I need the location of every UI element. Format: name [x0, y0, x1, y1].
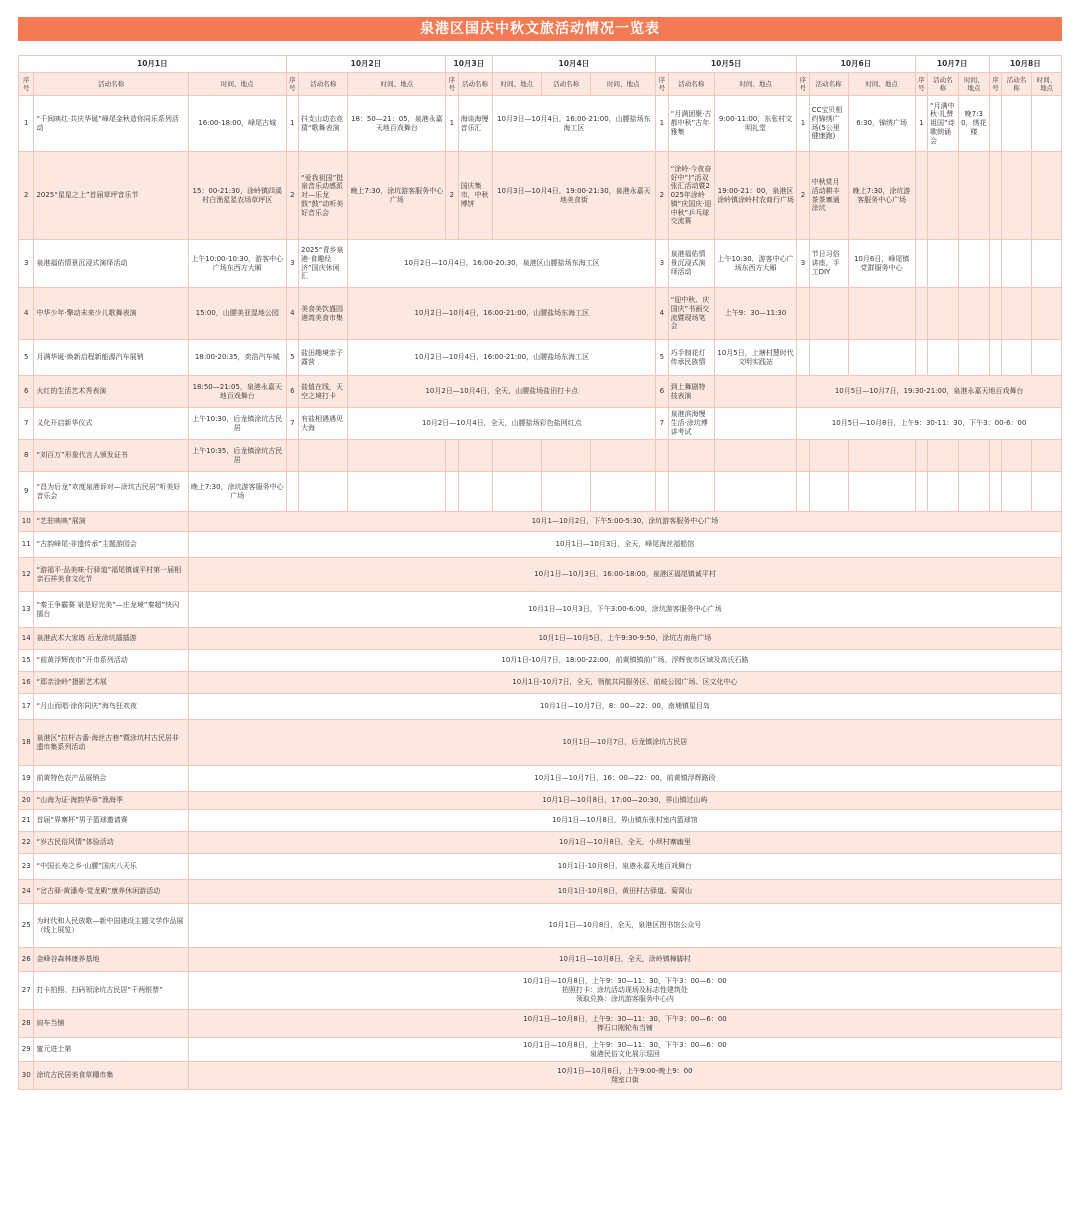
column-header: 活动名称	[458, 73, 492, 96]
table-cell	[1031, 340, 1061, 376]
table-row	[19, 288, 1062, 340]
activity-name: 泉港福佑情景沉浸式演绎活动	[34, 240, 188, 288]
row-seq	[915, 440, 927, 472]
table-row	[19, 792, 1062, 810]
row-seq: 11	[19, 532, 34, 558]
row-seq: 4	[656, 288, 668, 340]
row-seq: 13	[19, 592, 34, 628]
table-cell	[989, 440, 1001, 472]
row-seq: 16	[19, 672, 34, 694]
time-location: 18：50—21：05，泉港永嘉天地百戏舞台	[348, 96, 446, 152]
time-location: 上午9：30—11:30	[714, 288, 796, 340]
row-seq: 7	[286, 408, 298, 440]
activity-name: 蜜元进士第	[34, 1038, 188, 1062]
activity-name: “迎中秋、庆国庆”书画交流暨现场笔会	[668, 288, 714, 340]
activity-name: 首届“界寨杯”男子篮球邀请赛	[34, 810, 188, 832]
activity-name	[809, 340, 848, 376]
column-header: 活动名称	[1002, 73, 1032, 96]
activity-name	[927, 472, 958, 512]
table-cell	[541, 440, 590, 472]
table-cell	[492, 440, 541, 472]
activity-name	[809, 472, 848, 512]
activity-name: “中国长寿之乡·山腰”国庆八天乐	[34, 854, 188, 880]
table-cell	[989, 472, 1001, 512]
row-seq: 5	[19, 340, 34, 376]
time-location: 晚上7:30，涂坑游客服务中心广场	[848, 152, 915, 240]
activity-name	[927, 152, 958, 240]
table-cell	[1002, 288, 1032, 340]
table-cell	[1031, 152, 1061, 240]
column-header: 时间、地点	[714, 73, 796, 96]
date-header: 10月5日	[656, 56, 797, 73]
row-seq: 6	[19, 376, 34, 408]
activity-name: 前黄特色农产品展销会	[34, 766, 188, 792]
row-seq: 1	[286, 96, 298, 152]
time-location: 10月1日—10月3日，全天，峰尾海丝福船馆	[188, 532, 1061, 558]
activity-name: 海谈海慢音乐汇	[458, 96, 492, 152]
row-seq: 2	[286, 152, 298, 240]
row-seq	[915, 288, 927, 340]
time-location: 10月1日—10月5日，上午9:30-9:50，涂坑古南角广场	[188, 628, 1061, 650]
activity-name: 为时代和人民放歌—新中国建设主题文学作品展（线上展览）	[34, 904, 188, 948]
activity-name: 中华少年·擎动未来少儿歌舞表演	[34, 288, 188, 340]
row-seq: 1	[656, 96, 668, 152]
row-seq	[915, 340, 927, 376]
row-seq	[446, 440, 458, 472]
row-seq: 10	[19, 512, 34, 532]
time-location	[714, 440, 796, 472]
row-seq	[656, 472, 668, 512]
time-location: 10月1日—10月7日，后龙镇涂坑古民居	[188, 720, 1061, 766]
activity-name	[668, 440, 714, 472]
time-location: 10月1日—10月8日，全天，泉港区图书馆公众号	[188, 904, 1061, 948]
time-location	[958, 472, 989, 512]
time-location	[714, 408, 796, 440]
activity-name	[927, 340, 958, 376]
time-location: 10月2日—10月4日，16:00-21:00，山腰盐场东海工区	[348, 288, 656, 340]
activity-name	[809, 288, 848, 340]
row-seq	[915, 152, 927, 240]
table-row	[19, 694, 1062, 720]
time-location: 10月1日—10月8日，全天，小坝村寨幽里	[188, 832, 1061, 854]
table-cell	[1002, 152, 1032, 240]
activity-name: “岔古驿·黄潘寿·觉龙殿”康养休闲游活动	[34, 880, 188, 904]
row-seq: 14	[19, 628, 34, 650]
row-seq: 3	[797, 240, 809, 288]
row-seq: 2	[446, 152, 458, 240]
column-header: 活动名称	[927, 73, 958, 96]
table-row	[19, 672, 1062, 694]
activity-name: 抖支山动态竞猜“歌舞表演	[299, 96, 348, 152]
table-cell	[1002, 240, 1032, 288]
table-row	[19, 880, 1062, 904]
row-seq: 29	[19, 1038, 34, 1062]
table-cell	[591, 472, 656, 512]
row-seq	[915, 240, 927, 288]
activity-name	[927, 288, 958, 340]
table-cell	[989, 340, 1001, 376]
activity-name: “千间映红·共庆华诞”峰尾金秋造你同乐系列活动	[34, 96, 188, 152]
row-seq: 28	[19, 1010, 34, 1038]
table-row	[19, 376, 1062, 408]
time-location: 10月1日—10月3日，16:00-18:00，泉港区福尾镇诚平村	[188, 558, 1061, 592]
column-header: 活动名称	[541, 73, 590, 96]
row-seq	[286, 472, 298, 512]
time-location	[714, 472, 796, 512]
time-location: 上午10:00-10:30，游客中心广场东西方大厢	[188, 240, 286, 288]
column-header: 序号	[989, 73, 1001, 96]
time-location: 19:00-21：00，泉港区涂岭镇涂岭村农商行广场	[714, 152, 796, 240]
time-location: 10月2日—10月4日，16:00-21:00，山腰盐场东海工区	[348, 340, 656, 376]
time-location: 10月2日—10月4日，全天，山腰盐场彩色盐网红点	[348, 408, 656, 440]
activity-name	[927, 440, 958, 472]
activity-name: “涂岭·今夜奋好中”)”活双张汇活动暨2025年涂岭镇“庆国庆·迎中秋”乒乓球交流赛	[668, 152, 714, 240]
activity-name: “岁古民俗风情”体验活动	[34, 832, 188, 854]
time-location: 10月5日，上塘村慧时代文明实践站	[714, 340, 796, 376]
time-location: 10月1日-10月8日，黄田村古驿道、菊窝山	[188, 880, 1061, 904]
activity-name: 美食美饮盛园港湾美食市集	[299, 288, 348, 340]
column-header: 活动名称	[668, 73, 714, 96]
time-location: 10月1日—10月8日，上午9：30—11：30，下午3：00—6：00 拍照打卡：涂坑活动现场及标志性建筑处 领取兑换：涂坑游客服务中心内	[188, 972, 1061, 1010]
activity-name: “山海为证·海韵华章”渔海季	[34, 792, 188, 810]
time-location	[958, 240, 989, 288]
time-location	[348, 472, 446, 512]
table-row	[19, 592, 1062, 628]
time-location: 10月5日—10月8日，上午9：30-11：30，下午3：00-6：00	[797, 408, 1062, 440]
date-header: 10月2日	[286, 56, 446, 73]
time-location: 晚7:30，绣花楼	[958, 96, 989, 152]
table-row	[19, 472, 1062, 512]
time-location: 10月1日-10月8日，泉港永嘉天地百戏舞台	[188, 854, 1061, 880]
row-seq: 7	[656, 408, 668, 440]
activity-name: “艺驻映映”展演	[34, 512, 188, 532]
row-seq: 6	[286, 376, 298, 408]
time-location: 10月1日—10月8日，上午9:00-晚上9：00 翔室口街	[188, 1062, 1061, 1090]
table-row	[19, 512, 1062, 532]
time-location: 15:00，山腰美亚湿地公园	[188, 288, 286, 340]
table-cell	[1031, 240, 1061, 288]
activity-name	[299, 472, 348, 512]
row-seq: 8	[19, 440, 34, 472]
table-cell	[1031, 440, 1061, 472]
time-location: 10月3日—10月4日，19:00-21:30，泉港永嘉天地美食街	[492, 152, 656, 240]
column-header: 序号	[656, 73, 668, 96]
activity-name: “游福平·品美味·行驿道”福尾镇诚平村第一届相亲石祥美食文化节	[34, 558, 188, 592]
time-location: 10月1日—10月3日，下午3:00-6:00，涂坑游客服务中心广场	[188, 592, 1061, 628]
row-seq: 17	[19, 694, 34, 720]
column-header: 时间、地点	[492, 73, 541, 96]
activity-name: 肩车当铺	[34, 1010, 188, 1038]
table-row	[19, 152, 1062, 240]
row-seq: 22	[19, 832, 34, 854]
time-location: 10月2日—10月4日，16:00-20:30，泉港区山腰盐场东海工区	[348, 240, 656, 288]
table-cell	[1002, 440, 1032, 472]
activity-name: “爱我祖国”挺泉音乐动感派对—乐龙鼓“鼓”动听美好音乐会	[299, 152, 348, 240]
row-seq: 6	[656, 376, 668, 408]
activity-name: 国庆集市，中秋博饼	[458, 152, 492, 240]
row-seq: 3	[656, 240, 668, 288]
time-location: 10月1日—10月7日，8：00—22：00，南埔镇星目岛	[188, 694, 1061, 720]
time-location: 10月1日—10月8日，界山镇东张村室内篮球馆	[188, 810, 1061, 832]
activity-name	[809, 440, 848, 472]
activity-name: 巧手制花灯传承民族情	[668, 340, 714, 376]
row-seq: 15	[19, 650, 34, 672]
date-header: 10月4日	[492, 56, 656, 73]
column-header: 序号	[915, 73, 927, 96]
row-seq: 1	[915, 96, 927, 152]
row-seq	[446, 472, 458, 512]
table-cell	[1031, 96, 1061, 152]
activity-name	[458, 472, 492, 512]
row-seq	[286, 440, 298, 472]
row-seq	[797, 440, 809, 472]
activity-name: “月满中秋·礼赞祖国”诗歌朗诵会	[927, 96, 958, 152]
row-seq	[797, 340, 809, 376]
time-location: 10月3日—10月4日，16:00-21:00，山腰盐场东海工区	[492, 96, 656, 152]
column-header: 序号	[446, 73, 458, 96]
column-header-row	[19, 73, 1062, 96]
row-seq: 3	[19, 240, 34, 288]
table-cell	[989, 240, 1001, 288]
time-location: 上午10:30，后龙镇涂坑古民居	[188, 408, 286, 440]
column-header: 时间、地点	[188, 73, 286, 96]
activity-name: 涂坑古民居美食草棚市集	[34, 1062, 188, 1090]
time-location	[348, 440, 446, 472]
time-location	[848, 440, 915, 472]
table-row	[19, 766, 1062, 792]
activity-name: 泉港福佑情景沉浸式演绎活动	[668, 240, 714, 288]
time-location: 10月1日—10月7日，16：00—22：00，前黄镇浮辉路段	[188, 766, 1061, 792]
time-location	[958, 288, 989, 340]
row-seq: 2	[656, 152, 668, 240]
time-location: 18:50—21:05，泉港永嘉天地百戏舞台	[188, 376, 286, 408]
row-seq	[656, 440, 668, 472]
activity-name: 泉港区“拉杆吉番·海丝古巷”暨涂坑村古民居非遗市集系列活动	[34, 720, 188, 766]
row-seq: 24	[19, 880, 34, 904]
time-location	[958, 152, 989, 240]
row-seq: 12	[19, 558, 34, 592]
row-seq	[915, 472, 927, 512]
table-cell	[1002, 340, 1032, 376]
table-row	[19, 240, 1062, 288]
time-location: 10月1日—10月8日，上午9：30—11：30，下午3：00—6：00 捧石口刚轮布当铺	[188, 1010, 1061, 1038]
table-row	[19, 904, 1062, 948]
date-header: 10月3日	[446, 56, 492, 73]
activity-name: 中秋赏月活动耕丰茶茶寨通涂坑	[809, 152, 848, 240]
table-cell	[1002, 96, 1032, 152]
table-cell	[989, 96, 1001, 152]
date-header: 10月8日	[989, 56, 1061, 73]
table-row	[19, 810, 1062, 832]
table-cell	[492, 472, 541, 512]
row-seq: 2	[19, 152, 34, 240]
table-row	[19, 96, 1062, 152]
row-seq: 21	[19, 810, 34, 832]
row-seq	[797, 472, 809, 512]
table-row	[19, 650, 1062, 672]
column-header: 时间、地点	[848, 73, 915, 96]
row-seq: 26	[19, 948, 34, 972]
time-location	[848, 472, 915, 512]
row-seq: 2	[797, 152, 809, 240]
row-seq: 1	[19, 96, 34, 152]
table-row	[19, 1062, 1062, 1090]
activity-name: 金峰谷森林康养基地	[34, 948, 188, 972]
activity-name: 月满华诞·焕新启程新能源汽车展销	[34, 340, 188, 376]
column-header: 序号	[797, 73, 809, 96]
column-header: 活动名称	[299, 73, 348, 96]
activity-name	[458, 440, 492, 472]
time-location	[958, 340, 989, 376]
activity-name: 2025“星星之上”首届草坪音乐节	[34, 152, 188, 240]
activity-name: 打卡拍照、扫码领涂坑古民居“千两银票”	[34, 972, 188, 1010]
table-row	[19, 340, 1062, 376]
activity-name: “昌为后龙”欢度泉港诉对—涂坑古民居”听美好音乐会	[34, 472, 188, 512]
row-seq	[797, 288, 809, 340]
column-header: 时间、地点	[1031, 73, 1061, 96]
table-row	[19, 948, 1062, 972]
time-location: 16:00-18:00，峰尾古城	[188, 96, 286, 152]
row-seq: 25	[19, 904, 34, 948]
table-row	[19, 532, 1062, 558]
table-row	[19, 628, 1062, 650]
time-location: 18:00-20:35，奕浩汽车城	[188, 340, 286, 376]
row-seq: 7	[19, 408, 34, 440]
page-title: 泉港区国庆中秋文旅活动情况一览表	[18, 17, 1062, 41]
row-seq: 9	[19, 472, 34, 512]
time-location: 10月5日—10月7日，19:30-21:00，泉港永嘉天地百戏舞台	[797, 376, 1062, 408]
row-seq: 4	[286, 288, 298, 340]
row-seq: 23	[19, 854, 34, 880]
column-header: 时间、地点	[348, 73, 446, 96]
row-seq: 4	[19, 288, 34, 340]
row-seq: 5	[656, 340, 668, 376]
activity-name: 泉港滨海慢生活·涂坑博讲考试	[668, 408, 714, 440]
table-cell	[541, 472, 590, 512]
table-row	[19, 1010, 1062, 1038]
row-seq: 20	[19, 792, 34, 810]
time-location	[958, 440, 989, 472]
table-row	[19, 972, 1062, 1010]
activity-name	[668, 472, 714, 512]
activity-name: CC宝贝相约锦绣广场(5公里健康跑)	[809, 96, 848, 152]
time-location: 15：00-21:30，涂岭镇四溪村白渔星星农场草坪区	[188, 152, 286, 240]
table-row	[19, 440, 1062, 472]
time-location: 9:00-11:00，东张村文明礼堂	[714, 96, 796, 152]
row-seq: 19	[19, 766, 34, 792]
activity-name: 盐值在线，天空之境打卡	[299, 376, 348, 408]
time-location: 上午10:30，游客中心广场东西方大厢	[714, 240, 796, 288]
row-seq: 1	[446, 96, 458, 152]
time-location: 晚上7:30，涂坑游客服务中心广场	[348, 152, 446, 240]
table-cell	[591, 440, 656, 472]
table-row	[19, 408, 1062, 440]
time-location: 10月1日—10月8日，上午9：30—11：30，下午3：00—6：00 泉港民俗文化展示巡回	[188, 1038, 1061, 1062]
table-row	[19, 854, 1062, 880]
activity-name: 义化开启新华仪式	[34, 408, 188, 440]
time-location: 10月6日，峰尾镇党群服务中心	[848, 240, 915, 288]
time-location	[714, 376, 796, 408]
table-row	[19, 720, 1062, 766]
activity-name	[927, 240, 958, 288]
table-cell	[989, 288, 1001, 340]
row-seq: 3	[286, 240, 298, 288]
activity-name: “前黄浮辉夜市”开市系列活动	[34, 650, 188, 672]
activity-name: “耶亲涂岭”摄影艺术展	[34, 672, 188, 694]
date-header: 10月6日	[797, 56, 915, 73]
time-location: 上午10:35，后龙镇涂坑古民居	[188, 440, 286, 472]
row-seq: 5	[286, 340, 298, 376]
activity-name: 盐田趣境亲子露营	[299, 340, 348, 376]
table-cell	[1031, 288, 1061, 340]
table-cell	[1002, 472, 1032, 512]
table-cell	[1031, 472, 1061, 512]
time-location: 10月1日—10月8日，17:00—20:30，界山镇过山屿	[188, 792, 1061, 810]
row-seq: 1	[797, 96, 809, 152]
column-header: 活动名称	[34, 73, 188, 96]
activity-name: “月满团聚·古都中秋”古年雅集	[668, 96, 714, 152]
activity-name: 到上舞剧特技表演	[668, 376, 714, 408]
activity-name: 泉港武术大家练 后龙涂坑擂擂游	[34, 628, 188, 650]
table-cell	[989, 152, 1001, 240]
column-header: 序号	[286, 73, 298, 96]
time-location: 10月1日—10月8日，全天，涂岭镇樟脚村	[188, 948, 1061, 972]
activity-name: 有盐相遇遇见大海	[299, 408, 348, 440]
activity-name: “古韵峰尾·非遗传承”主题游园会	[34, 532, 188, 558]
date-header: 10月1日	[19, 56, 287, 73]
row-seq: 30	[19, 1062, 34, 1090]
time-location	[848, 288, 915, 340]
time-location: 10月1—10月2日，下午5:00-5:30，涂坑游客服务中心广场	[188, 512, 1061, 532]
activity-name: “月山而唱·涂你同庆”海鸟狂欢夜	[34, 694, 188, 720]
time-location: 10月1日-10月7日，全天，领航共同服务区、前岐公园广场、区文化中心	[188, 672, 1061, 694]
row-seq: 18	[19, 720, 34, 766]
date-header: 10月7日	[915, 56, 989, 73]
activity-name	[299, 440, 348, 472]
time-location: 晚上7:30，涂坑游客服务中心广场	[188, 472, 286, 512]
column-header: 时间、地点	[958, 73, 989, 96]
activity-name: 2025“青乡泉港·食趣经济”国庆休闲汇	[299, 240, 348, 288]
column-header: 活动名称	[809, 73, 848, 96]
activity-name: 节日习俗讲座，手工DIY	[809, 240, 848, 288]
column-header: 序号	[19, 73, 34, 96]
table-row	[19, 832, 1062, 854]
column-header: 时间、地点	[591, 73, 656, 96]
activity-name: 火红的生活艺术秀表演	[34, 376, 188, 408]
time-location: 10月1日-10月7日，18:00-22:00，前黄镇镇前广场、浮辉夜市区域及高氏石路	[188, 650, 1061, 672]
table-row	[19, 558, 1062, 592]
time-location	[848, 340, 915, 376]
table-row	[19, 1038, 1062, 1062]
activity-name: “秦王争霸赛 泉是好完美”—庄龙境”秦超”快闪擂台	[34, 592, 188, 628]
time-location: 10月2日—10月4日，全天，山腰盐场盐田打卡点	[348, 376, 656, 408]
activity-table	[18, 55, 1062, 1090]
activity-name: “刘百万”形象代言人颁发证书	[34, 440, 188, 472]
time-location: 6:30，锦绣广场	[848, 96, 915, 152]
row-seq: 27	[19, 972, 34, 1010]
date-header-row	[19, 56, 1062, 73]
